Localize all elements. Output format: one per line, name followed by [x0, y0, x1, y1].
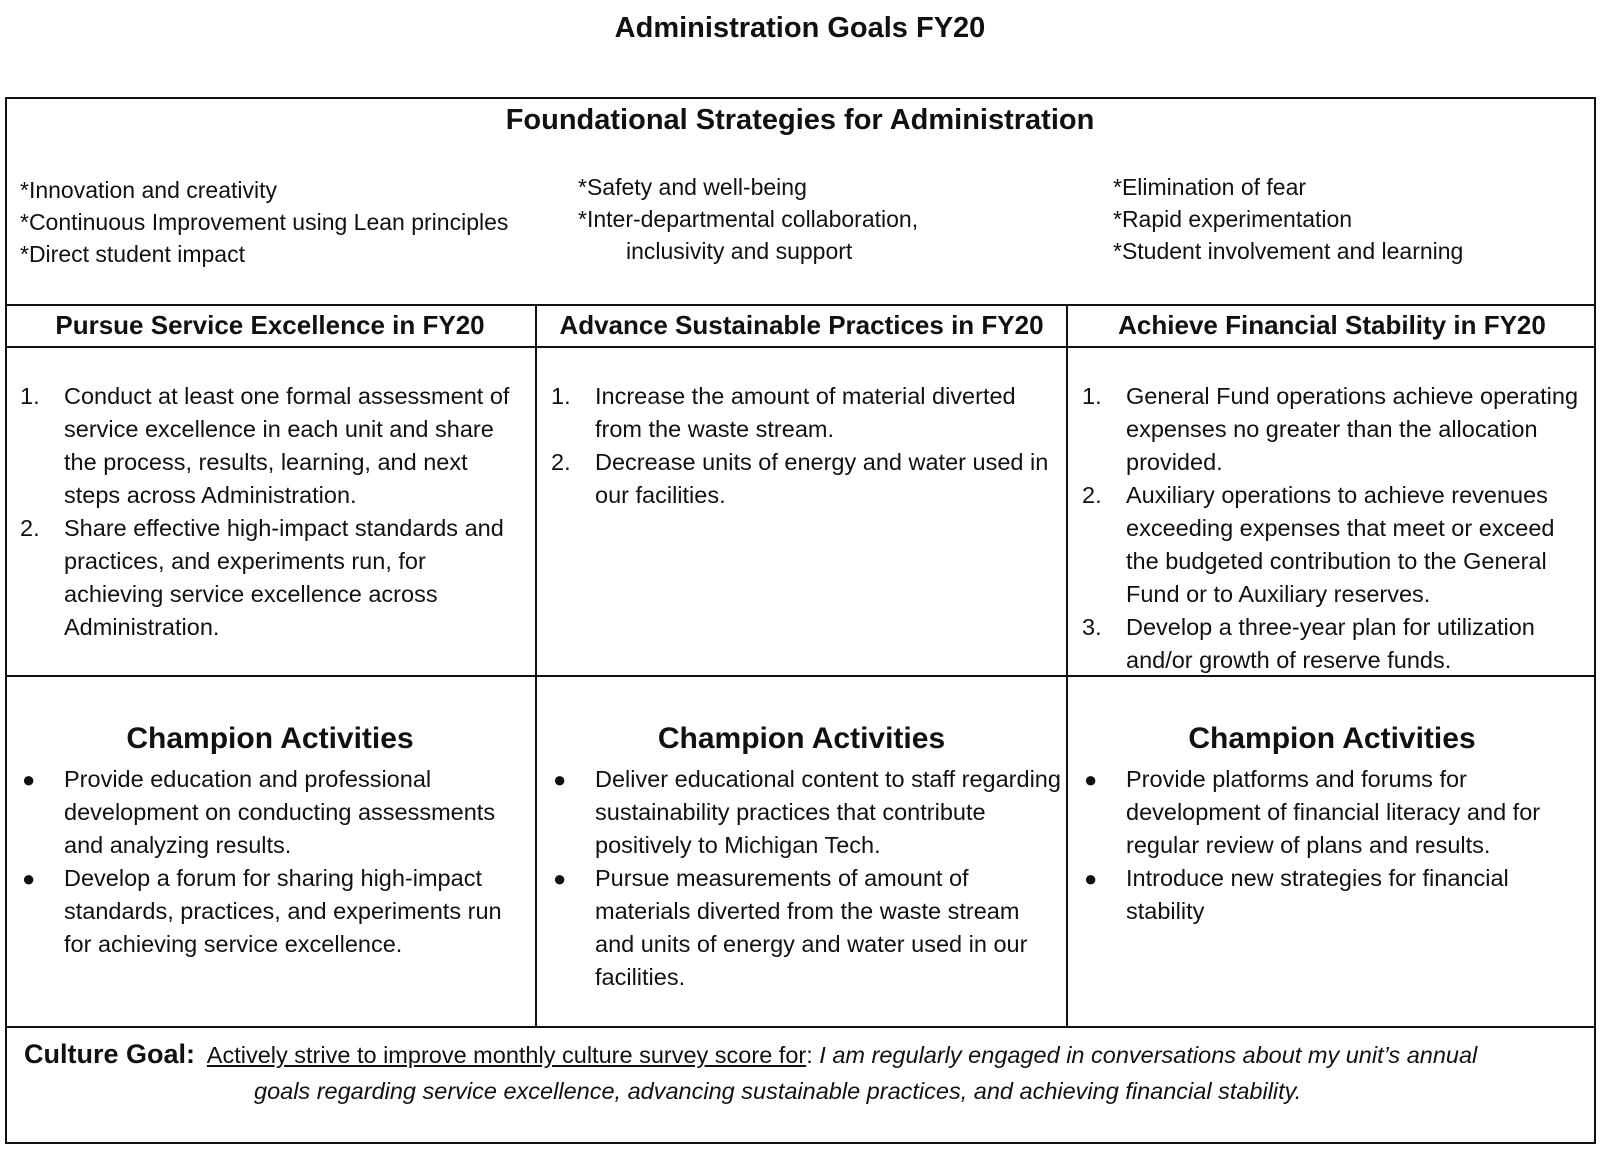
culture-goal-label: Culture Goal	[24, 1039, 187, 1069]
activity-item	[20, 763, 520, 862]
divider	[1066, 304, 1068, 1027]
goal-text: Share effective high-impact standards and practices, and experiments run, for achieving service excellence across Administration.	[64, 515, 504, 640]
goal-text: Develop a three-year plan for utilization and/or growth of reserve funds.	[1126, 614, 1535, 673]
goal-item	[20, 512, 515, 644]
document-title: Administration Goals FY20	[614, 12, 986, 44]
culture-goal	[24, 1036, 1584, 1109]
goal-item	[1082, 611, 1592, 677]
champion-title-service: Champion Activities	[126, 722, 414, 755]
strategy-item: *Innovation and creativity	[20, 177, 277, 203]
divider	[5, 346, 1596, 348]
champion-title-financial: Champion Activities	[1188, 722, 1476, 755]
activity-item	[1082, 862, 1592, 928]
culture-goal-line2: goals regarding service excellence, advancing sustainable practices, and achieving financial stability.	[254, 1078, 1302, 1104]
activity-item	[551, 763, 1061, 862]
strategy-item: *Continuous Improvement using Lean principles	[20, 209, 509, 235]
column-heading-financial: Achieve Financial Stability in FY20	[1118, 310, 1546, 340]
activity-item	[1082, 763, 1592, 862]
goal-text: Conduct at least one formal assessment of service excellence in each unit and share the process, results, learning, and next steps across Administration.	[64, 383, 510, 508]
activity-text: Develop a forum for sharing high-impact standards, practices, and experiments run for achieving service excellence.	[64, 865, 502, 957]
goal-number: 1.	[1082, 383, 1102, 409]
goal-item	[1082, 380, 1592, 479]
foundational-title: Foundational Strategies for Administration	[505, 104, 1095, 136]
strategy-item: *Rapid experimentation	[1113, 206, 1353, 232]
bullet-icon: ●	[22, 767, 36, 792]
strategy-item: *Elimination of fear	[1113, 174, 1307, 200]
strategy-item-continued: inclusivity and support	[626, 238, 853, 264]
culture-goal-line1: Culture Goal: Actively strive to improve monthly culture survey score for: I am regularly engaged in conversations about my unit’s annual	[24, 1039, 1478, 1069]
goal-text: Increase the amount of material diverted from the waste stream.	[595, 383, 1016, 442]
goal-number: 1.	[551, 383, 571, 409]
goal-text: Decrease units of energy and water used in our facilities.	[595, 449, 1049, 508]
strategy-column-1	[20, 174, 508, 270]
column-heading-sustainable: Advance Sustainable Practices in FY20	[559, 310, 1044, 340]
strategy-column-3	[1113, 171, 1463, 267]
goal-number: 1.	[20, 383, 40, 409]
activities-list-sustainable	[551, 763, 1061, 994]
activity-text: Provide platforms and forums for development of financial literacy and for regular review of plans and results.	[1126, 766, 1541, 858]
strategy-item: *Direct student impact	[20, 241, 245, 267]
culture-goal-underlined: Actively strive to improve monthly culture survey score for	[206, 1042, 807, 1068]
culture-goal-statement: I am regularly engaged in conversations about my unit’s annual	[819, 1042, 1478, 1068]
goal-item	[551, 446, 1061, 512]
activity-item	[551, 862, 1061, 994]
goals-list-financial	[1082, 380, 1592, 677]
bullet-icon: ●	[553, 767, 567, 792]
divider	[5, 304, 1596, 306]
goal-number: 3.	[1082, 614, 1102, 640]
goal-number: 2.	[1082, 482, 1102, 508]
divider	[535, 304, 537, 1027]
goal-text: General Fund operations achieve operating expenses no greater than the allocation provided.	[1126, 383, 1579, 475]
bullet-icon: ●	[1084, 767, 1098, 792]
activity-text: Pursue measurements of amount of materials diverted from the waste stream and units of energy and water used in our facilities.	[595, 865, 1028, 990]
strategy-column-2	[578, 171, 918, 267]
activity-text: Introduce new strategies for financial stability	[1126, 865, 1509, 924]
bullet-icon: ●	[553, 866, 567, 891]
divider	[5, 1026, 1596, 1028]
goal-item	[1082, 479, 1592, 611]
activity-text: Provide education and professional development on conducting assessments and analyzing results.	[64, 766, 496, 858]
goals-list-sustainable	[551, 380, 1061, 512]
strategy-item: *Safety and well-being	[578, 174, 807, 200]
goal-number: 2.	[551, 449, 571, 475]
activities-list-financial	[1082, 763, 1592, 928]
champion-title-sustainable: Champion Activities	[657, 722, 946, 755]
bullet-icon: ●	[22, 866, 36, 891]
goal-item	[551, 380, 1061, 446]
activities-list-service	[20, 763, 520, 961]
activity-text: Deliver educational content to staff regarding sustainability practices that contribute positively to Michigan Tech.	[595, 766, 1061, 858]
strategy-item: *Inter-departmental collaboration,	[578, 206, 919, 232]
goal-text: Auxiliary operations to achieve revenues exceeding expenses that meet or exceed the budgeted contribution to the General Fund or to Auxiliary reserves.	[1126, 482, 1555, 607]
bullet-icon: ●	[1084, 866, 1098, 891]
goals-list-service	[20, 380, 515, 644]
goal-number: 2.	[20, 515, 40, 541]
goal-item	[20, 380, 515, 512]
activity-item	[20, 862, 520, 961]
culture-goal-colon: :	[186, 1039, 196, 1069]
strategy-item: *Student involvement and learning	[1113, 238, 1464, 264]
column-heading-service: Pursue Service Excellence in FY20	[55, 310, 485, 340]
